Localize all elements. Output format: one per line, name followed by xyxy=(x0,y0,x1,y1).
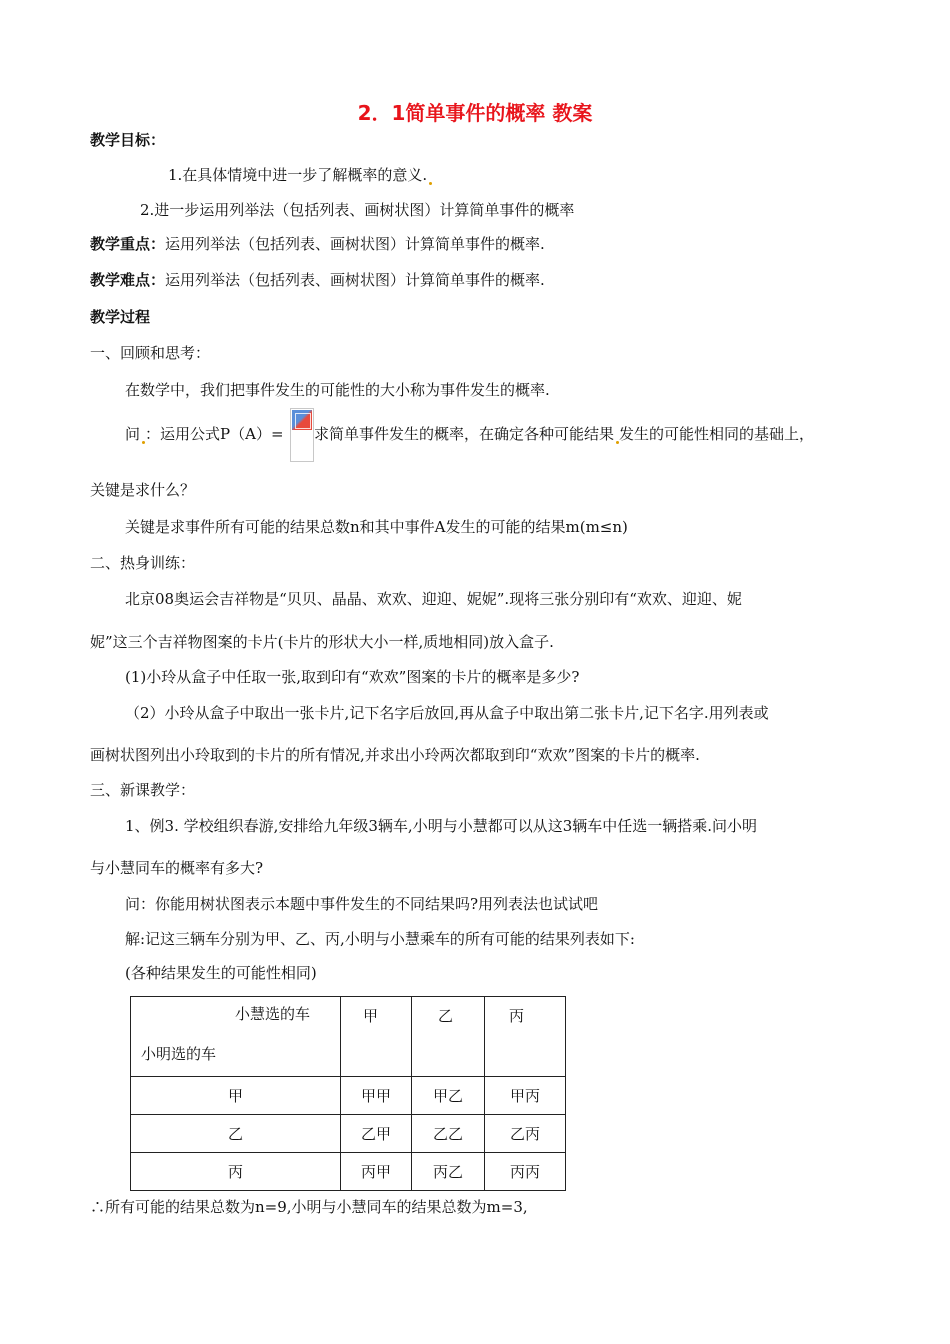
key-point-text: 运用列举法（包括列表、画树状图）计算简单事件的概率. xyxy=(165,235,545,253)
row-label xyxy=(131,1115,341,1153)
col-header-text: 甲 xyxy=(363,1007,379,1025)
table-col-header xyxy=(485,997,566,1077)
formula-image xyxy=(290,408,314,462)
p2-d: 发生的可能性相同的基础上， xyxy=(619,425,815,443)
section3-heading: 三、新课教学： xyxy=(90,781,196,799)
section1-p2-cont xyxy=(314,424,814,444)
section2-q2a: （2）小玲从盒子中取出一张卡片,记下名字后放回,再从盒子中取出第二张卡片,记下名字.用列表或 xyxy=(125,704,769,722)
cell-text: 丙甲 xyxy=(360,1163,391,1181)
table-cell xyxy=(485,1153,566,1191)
results-table xyxy=(130,996,566,1191)
example-line-2: 与小慧同车的概率有多大? xyxy=(90,859,264,877)
table-row xyxy=(131,1077,566,1115)
section2-heading: 二、热身训练： xyxy=(90,554,196,572)
row-label-text: 甲 xyxy=(227,1087,243,1105)
corner-bottom-label: 小明选的车 xyxy=(141,1045,217,1063)
cell-text: 乙乙 xyxy=(432,1125,463,1143)
note-line: (各种结果发生的可能性相同) xyxy=(125,964,317,982)
cell-text: 乙丙 xyxy=(509,1125,540,1143)
col-header-text: 乙 xyxy=(438,1007,454,1025)
table-cell xyxy=(412,1077,485,1115)
cell-text: 甲乙 xyxy=(432,1087,463,1105)
cell-text: 丙丙 xyxy=(509,1163,540,1181)
table-cell xyxy=(412,1115,485,1153)
p2-c: 求简单事件发生的概率，在确定各种可能结果 xyxy=(314,425,615,443)
difficulty-label: 教学难点： xyxy=(90,271,166,289)
table-cell xyxy=(485,1077,566,1115)
example-line-1: 1、例3. 学校组织春游,安排给九年级3辆车,小明与小慧都可以从这3辆车中任选一辆搭乘.问小明 xyxy=(125,817,758,835)
table-cell xyxy=(341,1077,412,1115)
objectives-label: 教学目标： xyxy=(90,131,166,149)
cell-text: 甲丙 xyxy=(509,1087,540,1105)
solution-line: 解:记这三辆车分别为甲、乙、丙,小明与小慧乘车的所有可能的结果列表如下: xyxy=(125,930,635,948)
cell-text: 丙乙 xyxy=(432,1163,463,1181)
process-label: 教学过程 xyxy=(90,308,151,326)
conclusion-line: ∴所有可能的结果总数为n=9,小明与小慧同车的结果总数为m=3, xyxy=(90,1198,528,1216)
corner-top-label: 小慧选的车 xyxy=(235,1005,311,1023)
question-line: 问：你能用树状图表示本题中事件发生的不同结果吗?用列表法也试试吧 xyxy=(125,895,599,913)
table-cell xyxy=(341,1153,412,1191)
section1-p1: 在数学中，我们把事件发生的可能性的大小称为事件发生的概率. xyxy=(125,381,550,399)
section1-p2 xyxy=(125,424,284,444)
cell-text: 甲甲 xyxy=(360,1087,391,1105)
p2-b: ：运用公式P（A）= xyxy=(145,425,284,443)
col-header-text: 丙 xyxy=(509,1007,525,1025)
table-header-row xyxy=(131,997,566,1077)
objective-item-1 xyxy=(168,165,432,185)
marker-dot-icon xyxy=(429,182,432,185)
key-point xyxy=(90,234,545,254)
document-title: 2．1简单事件的概率 教案 xyxy=(357,101,593,125)
section2-p1a: 北京08奥运会吉祥物是“贝贝、晶晶、欢欢、迎迎、妮妮”.现将三张分别印有“欢欢、迎迎、妮 xyxy=(125,590,742,608)
broken-image-icon xyxy=(292,410,312,430)
section2-q1: (1)小玲从盒子中任取一张,取到印有“欢欢”图案的卡片的概率是多少? xyxy=(125,668,580,686)
table-row xyxy=(131,1115,566,1153)
difficulty xyxy=(90,270,545,290)
section2-q2b: 画树状图列出小玲取到的卡片的所有情况,并求出小玲两次都取到印“欢欢”图案的卡片的概率. xyxy=(90,746,700,764)
row-label-text: 乙 xyxy=(227,1125,243,1143)
key-point-label: 教学重点： xyxy=(90,235,166,253)
table-cell xyxy=(485,1115,566,1153)
row-label xyxy=(131,1077,341,1115)
cell-text: 乙甲 xyxy=(360,1125,391,1143)
objective-item-2: 2.进一步运用列举法（包括列表、画树状图）计算简单事件的概率 xyxy=(140,201,575,219)
row-label xyxy=(131,1153,341,1191)
objective-item-1-text: 1.在具体情境中进一步了解概率的意义. xyxy=(168,166,428,184)
table-col-header xyxy=(341,997,412,1077)
table-cell xyxy=(341,1115,412,1153)
row-label-text: 丙 xyxy=(227,1163,243,1181)
section1-p2-end: 关键是求什么？ xyxy=(90,481,196,499)
p2-a: 问 xyxy=(125,425,141,443)
section2-p1b: 妮”这三个吉祥物图案的卡片(卡片的形状大小一样,质地相同)放入盒子. xyxy=(90,633,554,651)
difficulty-text: 运用列举法（包括列表、画树状图）计算简单事件的概率. xyxy=(165,271,545,289)
table-corner-cell xyxy=(131,997,341,1077)
section1-heading: 一、回顾和思考： xyxy=(90,344,211,362)
table-col-header xyxy=(412,997,485,1077)
table-row xyxy=(131,1153,566,1191)
table-cell xyxy=(412,1153,485,1191)
section1-p3: 关键是求事件所有可能的结果总数n和其中事件A发生的可能的结果m(m≤n) xyxy=(125,518,628,536)
